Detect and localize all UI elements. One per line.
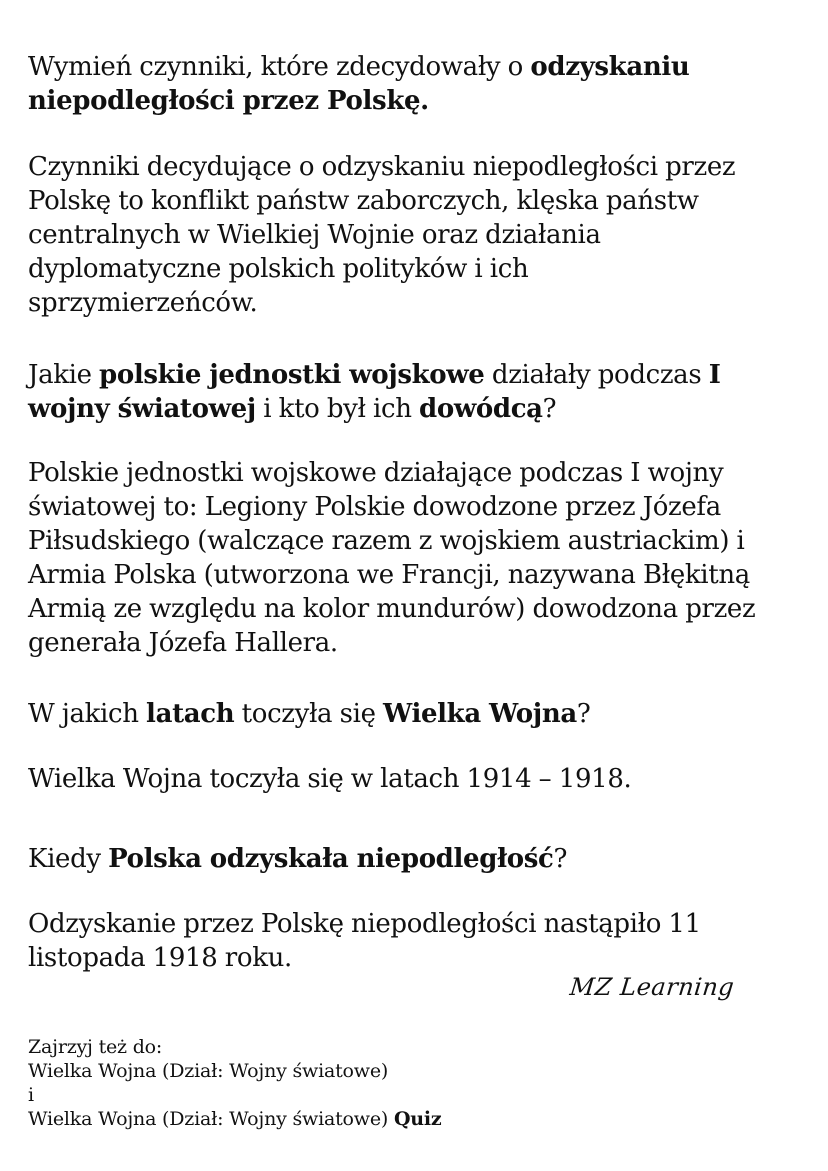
see-also-heading: Zajrzyj też do:: [28, 1036, 163, 1058]
answer-line: Odzyskanie przez Polskę niepodległości nastąpiło 11: [28, 909, 701, 939]
question-emphasis: niepodległości przez Polskę.: [28, 86, 429, 116]
question-emphasis: Wielka Wojna: [383, 699, 577, 729]
answer-line: Armia Polska (utworzona we Francji, nazywana Błękitną: [28, 560, 750, 590]
question-text: i kto był ich: [255, 394, 420, 424]
answer-line: sprzymierzeńców.: [28, 288, 258, 318]
see-also-quiz-label[interactable]: Quiz: [393, 1108, 442, 1130]
question-text: ?: [553, 844, 568, 874]
answer-line: światowej to: Legiony Polskie dowodzone przez Józefa: [28, 492, 721, 522]
question-3: [28, 697, 590, 731]
see-also-section: [28, 1035, 442, 1131]
answer-1: [28, 150, 735, 320]
question-emphasis: latach: [146, 699, 235, 729]
see-also-link-2[interactable]: [28, 1107, 442, 1131]
question-emphasis: dowódcą: [419, 394, 543, 424]
answer-line: Polskie jednostki wojskowe działające podczas I wojny: [28, 458, 724, 488]
see-also-conjunction: i: [28, 1084, 34, 1106]
answer-2: [28, 456, 755, 660]
answer-line: centralnych w Wielkiej Wojnie oraz działania: [28, 220, 601, 250]
question-text: toczyła się: [234, 699, 384, 729]
answer-line: Piłsudskiego (walczące razem z wojskiem austriackim) i: [28, 526, 745, 556]
question-emphasis: Polska odzyskała niepodległość: [108, 844, 554, 874]
answer-4: [28, 907, 701, 975]
question-text: Jakie: [28, 360, 100, 390]
answer-line: Armią ze względu na kolor mundurów) dowodzona przez: [28, 594, 756, 624]
question-text: ?: [576, 699, 591, 729]
question-text: ?: [542, 394, 557, 424]
signature: MZ Learning: [568, 973, 736, 1001]
question-emphasis: odzyskaniu: [530, 52, 690, 82]
question-text: Wymień czynniki, które zdecydowały o: [28, 52, 531, 82]
see-also-link-2-text[interactable]: Wielka Wojna (Dział: Wojny światowe): [28, 1108, 389, 1130]
question-1: [28, 50, 689, 118]
question-text: działały podczas: [484, 360, 709, 390]
answer-line: dyplomatyczne polskich polityków i ich: [28, 254, 529, 284]
answer-line: Czynniki decydujące o odzyskaniu niepodległości przez: [28, 152, 736, 182]
answer-3: [28, 762, 631, 796]
see-also-link-1[interactable]: Wielka Wojna (Dział: Wojny światowe): [28, 1060, 389, 1082]
question-emphasis: I: [708, 360, 721, 390]
question-2: [28, 358, 721, 426]
answer-line: Polskę to konflikt państw zaborczych, klęska państw: [28, 186, 699, 216]
answer-line: Wielka Wojna toczyła się w latach 1914 – 1918.: [28, 764, 632, 794]
question-text: W jakich: [28, 699, 147, 729]
question-emphasis: wojny światowej: [28, 394, 256, 424]
question-emphasis: polskie jednostki wojskowe: [99, 360, 485, 390]
question-text: Kiedy: [28, 844, 109, 874]
question-4: [28, 842, 567, 876]
answer-line: listopada 1918 roku.: [28, 943, 292, 973]
answer-line: generała Józefa Hallera.: [28, 628, 338, 658]
